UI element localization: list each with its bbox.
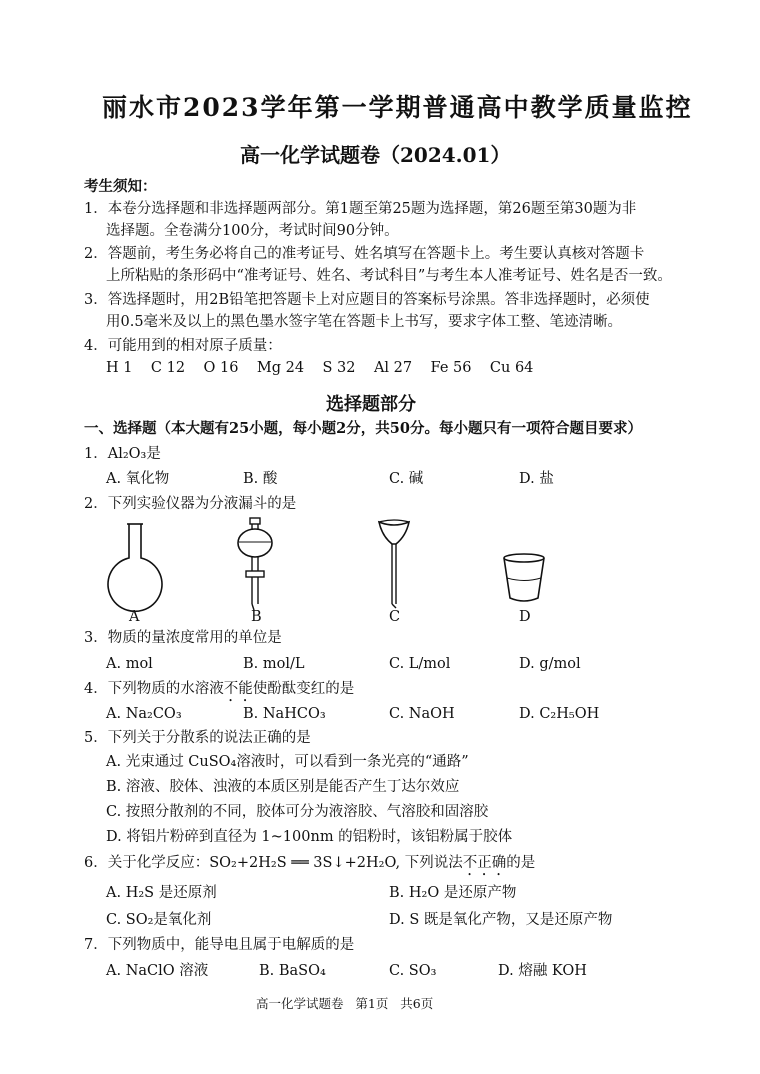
- q4-option-d: D. C₂H₅OH: [519, 706, 600, 722]
- q6-stem-end: 的是: [506, 855, 536, 871]
- atomic-masses: H 1 C 12 O 16 Mg 24 S 32 Al 27 Fe 56 Cu 64: [106, 360, 534, 376]
- part-heading: 一、选择题（本大题有25小题，每小题2分，共50分。每小题只有一项符合题目要求）: [84, 420, 642, 437]
- q2-label-b: B: [251, 609, 262, 625]
- q7-option-b: B. BaSO₄: [259, 963, 326, 979]
- q3-option-c: C. L/mol: [389, 656, 451, 672]
- q2-label-c: C: [389, 609, 401, 625]
- q2-label-d: D: [519, 609, 531, 625]
- exam-title: 丽水市2023学年第一学期普通高中教学质量监控: [102, 93, 693, 122]
- q7-option-c: C. SO₃: [389, 963, 437, 979]
- notice-item-2-line-1: 2．答题前，考生务必将自己的准考证号、姓名填写在答题卡上。考生要认真核对答题卡: [84, 246, 645, 262]
- q4-option-b: B. NaHCO₃: [243, 706, 326, 722]
- q4-stem-emphasis: 不能: [223, 681, 253, 697]
- q3-option-b: B. mol/L: [243, 656, 305, 672]
- q5-option-a: A. 光束通过 CuSO₄溶液时，可以看到一条光亮的“通路”: [106, 754, 469, 770]
- notice-item-4-line-1: 4．可能用到的相对原子质量：: [84, 338, 282, 354]
- q6-stem-emphasis: 不正确: [462, 855, 507, 871]
- q4-stem-end: 使酚酞变红的是: [252, 681, 355, 697]
- section-title: 选择题部分: [326, 394, 416, 415]
- q4-stem-start: 4．下列物质的水溶液: [84, 681, 224, 697]
- q2-stem: 2．下列实验仪器为分液漏斗的是: [84, 496, 297, 512]
- notice-item-2-line-2: 上所粘贴的条形码中“准考证号、姓名、考试科目”与考生本人准考证号、姓名是否一致。: [106, 268, 672, 284]
- notice-item-3-line-1: 3．答选择题时，用2B铅笔把答题卡上对应题目的答案标号涂黑。答非选择题时，必须使: [84, 292, 650, 308]
- q6-stem: [84, 855, 535, 879]
- separatory-funnel-image: [230, 516, 280, 612]
- q7-option-a: A. NaClO 溶液: [106, 963, 209, 979]
- q5-stem: 5．下列关于分散系的说法正确的是: [84, 730, 311, 746]
- page-footer: 高一化学试题卷 第1页 共6页: [256, 996, 434, 1011]
- q4-option-a: A. Na₂CO₃: [106, 706, 182, 722]
- q5-option-c: C. 按照分散剂的不同，胶体可分为液溶胶、气溶胶和固溶胶: [106, 804, 489, 820]
- q6-option-b: B. H₂O 是还原产物: [389, 885, 517, 901]
- notice-heading: 考生须知：: [84, 178, 157, 195]
- q1-option-b: B. 酸: [243, 471, 278, 487]
- q6-option-d: D. S 既是氧化产物，又是还原产物: [389, 912, 613, 928]
- q5-option-d: D. 将铝片粉碎到直径为 1~100nm 的铝粉时，该铝粉属于胶体: [106, 829, 513, 845]
- crucible-image: [502, 552, 546, 604]
- q1-option-d: D. 盐: [519, 471, 554, 487]
- q4-option-c: C. NaOH: [389, 706, 455, 722]
- q7-stem: 7．下列物质中，能导电且属于电解质的是: [84, 937, 355, 953]
- q1-stem: 1．Al₂O₃是: [84, 446, 161, 462]
- notice-item-1-line-1: 1．本卷分选择题和非选择题两部分。第1题至第25题为选择题，第26题至第30题为非: [84, 201, 637, 217]
- q2-label-a: A: [129, 609, 140, 625]
- q1-option-a: A. 氧化物: [106, 471, 170, 487]
- round-bottom-flask-image: [100, 522, 170, 612]
- q5-option-b: B. 溶液、胶体、浊液的本质区别是能否产生丁达尔效应: [106, 779, 460, 795]
- notice-item-1-line-2: 选择题。全卷满分100分，考试时间90分钟。: [106, 223, 399, 239]
- long-stem-funnel-image: [376, 518, 412, 610]
- q3-option-d: D. g/mol: [519, 656, 581, 672]
- q3-stem: 3．物质的量浓度常用的单位是: [84, 630, 282, 646]
- q6-stem-start: 6．关于化学反应：SO₂+2H₂S ══ 3S↓+2H₂O, 下列说法: [84, 855, 463, 871]
- exam-subtitle: 高一化学试题卷（2024.01）: [240, 143, 511, 167]
- notice-item-3-line-2: 用0.5毫米及以上的黑色墨水签字笔在答题卡上书写，要求字体工整、笔迹清晰。: [106, 314, 623, 330]
- q7-option-d: D. 熔融 KOH: [498, 963, 587, 979]
- q3-option-a: A. mol: [106, 656, 153, 672]
- q1-option-c: C. 碱: [389, 471, 424, 487]
- q4-stem: [84, 681, 354, 705]
- q6-option-c: C. SO₂是氧化剂: [106, 912, 212, 928]
- q6-option-a: A. H₂S 是还原剂: [106, 885, 217, 901]
